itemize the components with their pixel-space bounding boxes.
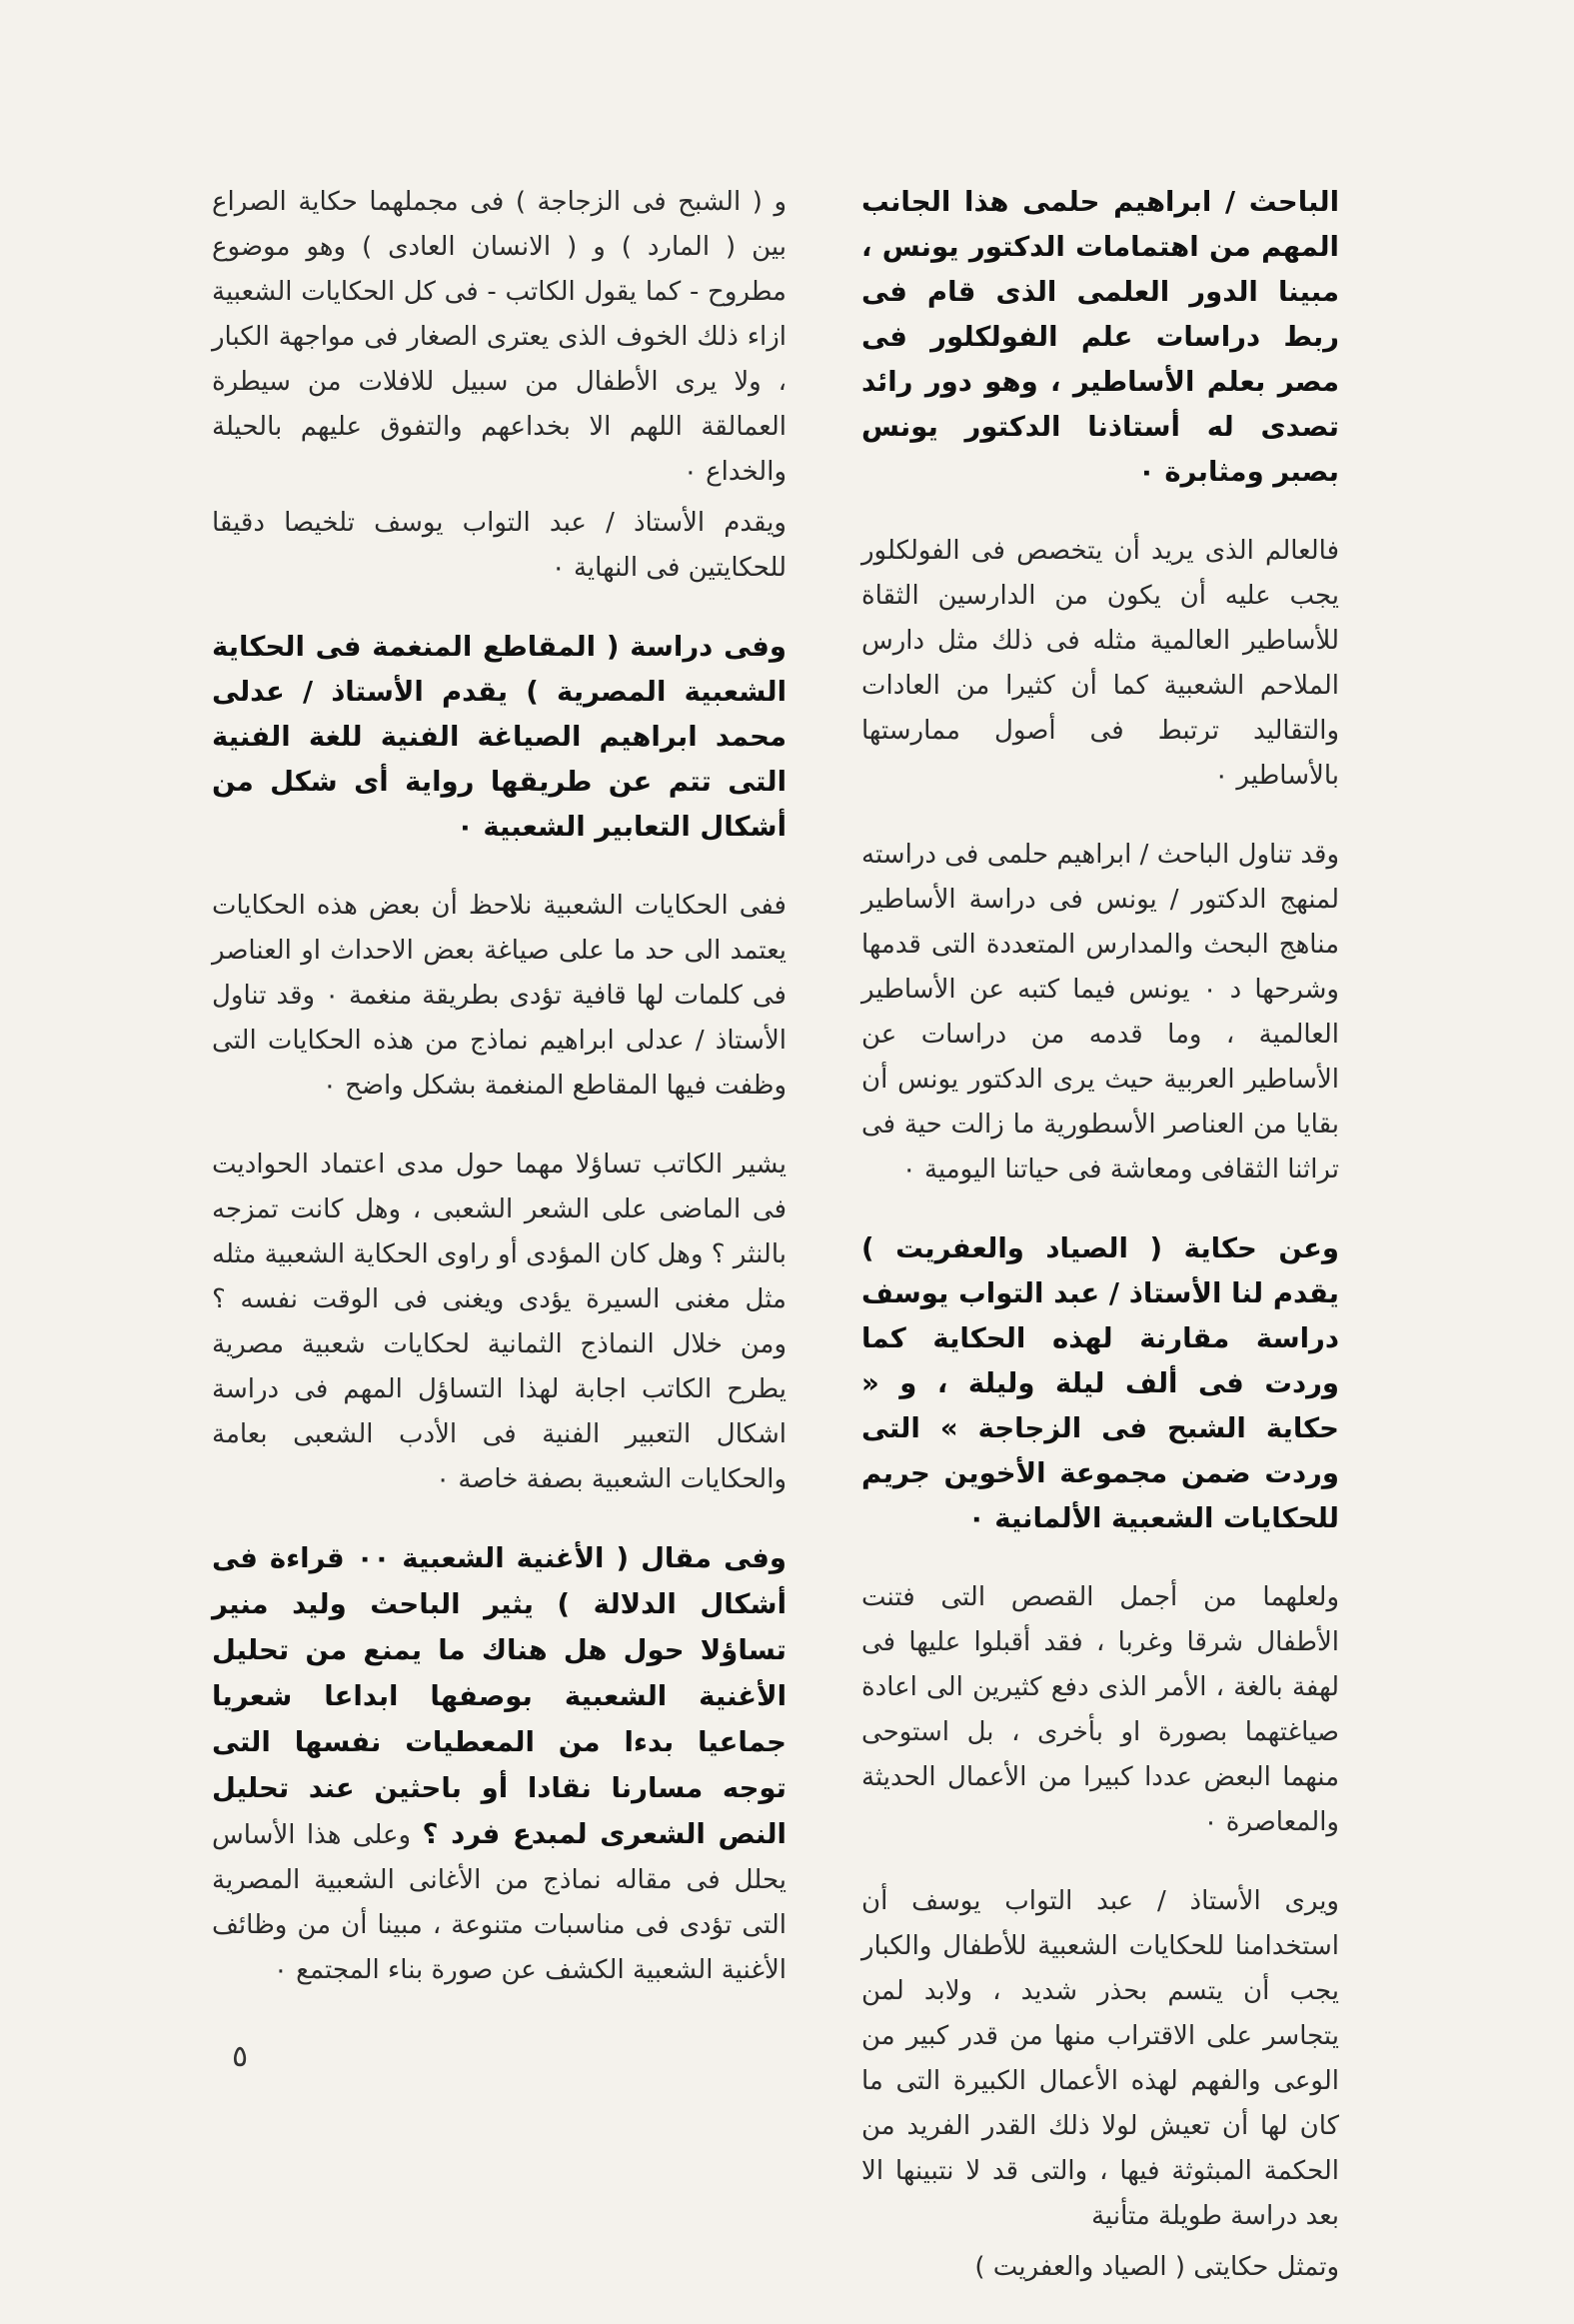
regular-span: وعلى هذا الأساس يحلل فى مقاله نماذج من الأغانى الشعبية المصرية التى تؤدى فى مناسبات متنوعة ، مبينا أن من وظائف الأغنية الشعبية الكشف عن صورة بناء المجتمع ٠ — [212, 1820, 787, 1985]
right-column — [861, 180, 1339, 2324]
paragraph: يشير الكاتب تساؤلا مهما حول مدى اعتماد الحواديت فى الماضى على الشعر الشعبى ، وهل كانت تمزجه بالنثر ؟ وهل كان المؤدى أو راوى الحكاية الشعبية مثله مثل مغنى السيرة يؤدى ويغنى فى الوقت نفسه ؟ ومن خلال النماذج الثمانية لحكايات شعبية مصرية يطرح الكاتب اجابة لهذا التساؤل المهم فى دراسة اشكال التعبير الفنية فى الأدب الشعبى بعامة والحكايات الشعبية بصفة خاصة ٠ — [212, 1150, 787, 1494]
paragraph: ويرى الأستاذ / عبد التواب يوسف أن استخدامنا للحكايات الشعبية للأطفال والكبار يجب أن يتسم بحذر شديد ، ولابد لمن يتجاسر على الاقتراب منها من قدر كبير من الوعى والفهم لهذه الأعمال الكبيرة التى ما كان لها أن تعيش لولا ذلك القدر الفريد من الحكمة المبثوثة فيها ، والتى قد لا نتبينها الا بعد دراسة طويلة متأنية — [861, 1886, 1339, 2231]
paragraph: ويقدم الأستاذ / عبد التواب يوسف تلخيصا دقيقا للحكايتين فى النهاية ٠ — [212, 508, 787, 583]
paragraph: فالعالم الذى يريد أن يتخصص فى الفولكلور يجب عليه أن يكون من الدارسين الثقاة للأساطير العالمية مثله فى ذلك مثل دارس الملاحم الشعبية كما أن كثيرا من العادات والتقاليد ترتبط فى أصول ممارستها بالأساطير ٠ — [861, 536, 1339, 791]
paragraph: وعن حكاية ( الصياد والعفريت ) يقدم لنا الأستاذ / عبد التواب يوسف دراسة مقارنة لهذه الحكاية كما وردت فى ألف ليلة وليلة ، و « حكاية الشبح فى الزجاجة » التى وردت ضمن مجموعة الأخوين جريم للحكايات الشعبية الألمانية ٠ — [861, 1232, 1339, 1534]
paragraph — [212, 1536, 787, 1993]
paragraph: وقد تناول الباحث / ابراهيم حلمى فى دراسته لمنهج الدكتور / يونس فى دراسة الأساطير مناهج البحث والمدارس المتعددة التى قدمها وشرحها د ٠ يونس فيما كتبه عن الأساطير العالمية ، وما قدمه من دراسات عن الأساطير العربية حيث يرى الدكتور يونس أن بقايا من العناصر الأسطورية ما زالت حية فى تراثنا الثقافى ومعاشة فى حياتنا اليومية ٠ — [861, 840, 1339, 1184]
paragraph: وتمثل حكايتى ( الصياد والعفريت ) — [974, 2252, 1339, 2282]
paragraph: ولعلهما من أجمل القصص التى فتنت الأطفال شرقا وغربا ، فقد أقبلوا عليها فى لهفة بالغة ، الأمر الذى دفع كثيرين الى اعادة صياغتهما بصورة او بأخرى ، بل استوحى منهما البعض عددا كبيرا من الأعمال الحديثة والمعاصرة ٠ — [861, 1582, 1339, 1837]
page-number: ٥ — [232, 2039, 249, 2074]
paragraph: و ( الشبح فى الزجاجة ) فى مجملهما حكاية الصراع بين ( المارد ) و ( الانسان العادى ) وهو موضوع مطروح - كما يقول الكاتب - فى كل الحكايات الشعبية ازاء ذلك الخوف الذى يعترى الصغار فى مواجهة الكبار ، ولا يرى الأطفال من سبيل للافلات من سيطرة العمالقة اللهم الا بخداعهم والتفوق عليهم بالحيلة والخداع ٠ — [212, 187, 787, 487]
left-column — [212, 180, 787, 2027]
paragraph: وفى دراسة ( المقاطع المنغمة فى الحكاية الشعبية المصرية ) يقدم الأستاذ / عدلى محمد ابراهيم الصياغة الفنية للغة الفنية التى تتم عن طريقها رواية أى شكل من أشكال التعابير الشعبية ٠ — [212, 631, 787, 843]
bold-span: وفى مقال ( الأغنية الشعبية ٠٠ قراءة فى أشكال الدلالة ) يثير الباحث وليد منير تساؤلا حول هل هناك ما يمنع من تحليل الأغنية الشعبية بوصفها ابداعا شعريا جماعيا بدءا من المعطيات نفسها التى توجه مسارنا نقادا أو باحثين عند تحليل النص الشعرى لمبدع فرد ؟ — [212, 1542, 787, 1850]
paragraph: ففى الحكايات الشعبية نلاحظ أن بعض هذه الحكايات يعتمد الى حد ما على صياغة بعض الاحداث او العناصر فى كلمات لها قافية تؤدى بطريقة منغمة ٠ وقد تناول الأستاذ / عدلى ابراهيم نماذج من هذه الحكايات التى وظفت فيها المقاطع المنغمة بشكل واضح ٠ — [212, 891, 787, 1101]
paragraph: الباحث / ابراهيم حلمى هذا الجانب المهم من اهتمامات الدكتور يونس ، مبينا الدور العلمى الذى قام فى ربط دراسات علم الفولكلور فى مصر بعلم الأساطير ، وهو دور رائد تصدى له أستاذنا الدكتور يونس بصبر ومثابرة ٠ — [861, 186, 1339, 488]
